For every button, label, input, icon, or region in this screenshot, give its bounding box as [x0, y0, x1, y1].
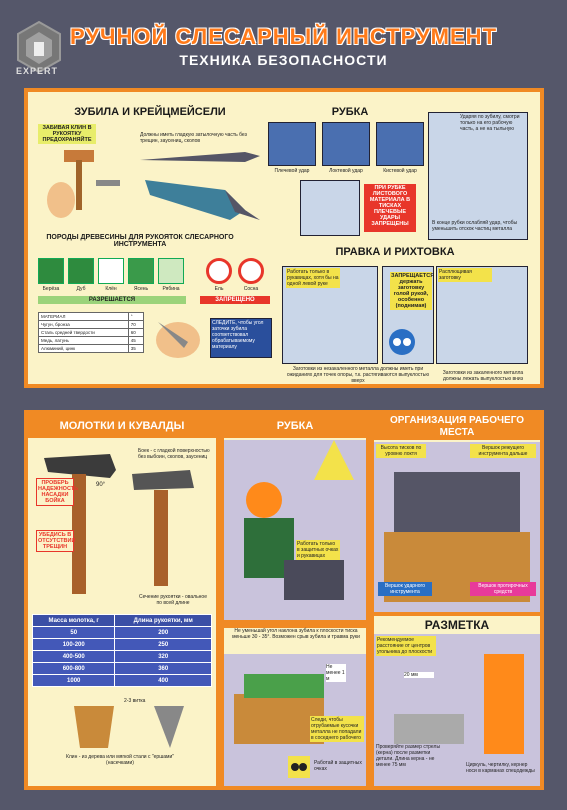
angle-note: СЛЕДИТЕ, чтобы угол заточки зубила соответствовал обрабатываемому материалу — [212, 320, 264, 350]
mass-r1-c1: 250 — [115, 639, 212, 651]
pravka-bottom-2: Заготовки из закаленного металла должны лежать выпуклостью вниз — [442, 370, 524, 382]
vise-top-note: Не уменьшай угол наклона зубила к плоскости тиска меньше 30 - 35°. Возможен срыв зубила и травма руки — [232, 628, 360, 640]
pine-prohibited-icon — [238, 258, 264, 284]
chisel-illustration-icon — [135, 140, 265, 230]
glasses-note: Работай в защитных очках — [314, 760, 362, 772]
hammer-label-cracks: УБЕДИСЬ В ОТСУТСТВИИ ТРЕЩИН — [38, 532, 76, 550]
header — [0, 0, 567, 82]
mass-r0-c1: 200 — [115, 627, 212, 639]
wood-label-spruce: Ель — [214, 286, 224, 292]
hammers-title: МОЛОТКИ И КУВАЛДЫ — [28, 414, 216, 438]
wood-label-birch: Берёза — [42, 286, 60, 292]
org-label-1: Высота тисков по уровню локтя — [376, 444, 426, 458]
org-label-2: Вершок режущего инструмента дальше — [470, 444, 536, 458]
wedge-illustration-icon — [34, 702, 210, 752]
razmetka-note-2: Проверяйте размер стрелы (керна) после разметки детали. Длина керна - не менее 75 мм — [376, 744, 441, 768]
logo-text: EXPERT — [16, 66, 59, 76]
worker-chiseling-icon — [224, 440, 366, 620]
mass-r3-c0: 600-800 — [33, 663, 115, 675]
mat-row-0-name: Чугун, бронза — [39, 321, 129, 329]
glasses-sign-icon — [288, 756, 310, 778]
mass-r4-c1: 400 — [115, 675, 212, 687]
mat-row-2-val: 45 — [128, 337, 143, 345]
sheet-blow-warning: ПРИ РУБКЕ ЛИСТОВОГО МАТЕРИАЛА В ТИСКАХ ПЛЕЧЕВЫЕ УДАРЫ ЗАПРЕЩЕНЫ — [364, 184, 416, 232]
spruce-prohibited-icon — [206, 258, 232, 284]
blow-label-shoulder: Плечевой удар — [274, 168, 310, 174]
mass-r2-c1: 320 — [115, 651, 212, 663]
angle-illustration-icon — [148, 312, 208, 362]
mat-row-2-name: Медь, латунь — [39, 337, 129, 345]
razmetka-note-3: Циркуль, чертилку, кернер носи в карманах спецодежды — [466, 762, 535, 774]
hammer-angle: 90° — [96, 482, 106, 488]
blow-wrist-image — [376, 122, 424, 166]
mass-r0-c0: 50 — [33, 627, 115, 639]
poster-title: РУЧНОЙ СЛЕСАРНЫЙ ИНСТРУМЕНТ — [69, 24, 498, 49]
blow-label-wrist: Кистевой удар — [383, 168, 417, 174]
mat-row-3-val: 35 — [128, 345, 143, 353]
mass-r4-c0: 1000 — [33, 675, 115, 687]
mat-header-material: МАТЕРИАЛ — [39, 313, 129, 321]
pravka-section-title: ПРАВКА И РИХТОВКА — [335, 246, 455, 258]
mat-row-3-name: Алюминий, цинк — [39, 345, 129, 353]
blow-elbow-image — [322, 122, 370, 166]
mass-header-0: Масса молотка, г — [33, 615, 115, 627]
organization-title: ОРГАНИЗАЦИЯ РАБОЧЕГО МЕСТА — [374, 414, 540, 440]
chisel-note: Должны иметь гладкую затылочную часть без трещин, заусениц, сколов — [140, 132, 247, 144]
maple-leaf-icon — [98, 258, 124, 284]
hammer-label-check: ПРОВЕРЬ НАДЕЖНОСТЬ НАСАДКИ БОЙКА — [38, 480, 79, 504]
mat-row-1-name: Сталь средней твердости — [39, 329, 129, 337]
pravka-note-2: ЗАПРЕЩАЕТСЯ держать заготовку голой рукой, особенно (поднимая) — [391, 273, 435, 309]
allowed-bar: РАЗРЕШАЕТСЯ — [38, 296, 186, 304]
pravka-bottom-1: Заготовки из незакаленного металла должны иметь при ожиданиях для точек опоры, т.к. растягиваются выпуклостью вверх — [286, 366, 430, 384]
hammer-note-top: Боек - с гладкой поверхностью без выбоин, сколов, заусениц — [138, 448, 210, 460]
mass-r3-c1: 360 — [115, 663, 212, 675]
oak-leaf-icon — [68, 258, 94, 284]
wood-label-ash: Ясень — [133, 286, 149, 292]
hammer-mass-table — [32, 614, 212, 687]
hammer-2-icon — [128, 462, 198, 588]
poster-subtitle: ТЕХНИКА БЕЗОПАСНОСТИ — [179, 52, 388, 68]
right-note-1: Ударяя по зубилу, смотри только на его рабочую часть, а не на тыльную — [460, 114, 520, 132]
mat-row-0-val: 70 — [128, 321, 143, 329]
birch-leaf-icon — [38, 258, 64, 284]
wood-section-title: ПОРОДЫ ДРЕВЕСИНЫ ДЛЯ РУКОЯТОК СЛЕСАРНОГО ИНСТРУМЕНТА — [46, 234, 234, 248]
chisel-wedge-warning: ЗАБИВАЯ КЛИН В РУКОЯТКУ ПРЕДОХРАНЯЙТЕ — [38, 124, 96, 144]
forbidden-bar: ЗАПРЕЩЕНО — [200, 296, 270, 304]
org-label-3: Вершок ударного инструмента — [378, 582, 432, 596]
chisel-section-title: ЗУБИЛА И КРЕЙЦМЕЙСЕЛИ — [74, 106, 226, 118]
hammer-handle-note: Сечение рукоятки - овальное по всей длине — [138, 594, 207, 606]
hammer-1-icon — [40, 448, 120, 598]
rowan-leaf-icon — [158, 258, 184, 284]
rubka-note: Работать только в защитных очках и рукавицах — [297, 541, 339, 559]
mass-r1-c0: 100-200 — [33, 639, 115, 651]
wedge-depth: 2-3 витка — [124, 698, 146, 704]
rubka-title: РУБКА — [224, 414, 366, 438]
razmetka-title: РАЗМЕТКА — [424, 618, 490, 632]
blow-label-elbow: Локтевой удар — [329, 168, 363, 174]
goggles-sign-icon — [388, 328, 416, 356]
org-label-4: Вершок протирочных средств — [470, 582, 536, 596]
mass-header-1: Длина рукоятки, мм — [115, 615, 212, 627]
ash-leaf-icon — [128, 258, 154, 284]
vise-blow-image — [300, 180, 360, 236]
mat-header-angle: ° — [128, 313, 143, 321]
rubka-section-title: РУБКА — [331, 106, 369, 118]
pravka-note-1: Работать только в рукавицах, хотя бы на одной левой руке — [287, 269, 339, 287]
razmetka-note-1: Рекомендуемое расстояние от центров угольника до плоскости — [376, 636, 436, 656]
material-angle-table — [38, 312, 144, 353]
razmetka-dist: 20 мм — [404, 672, 434, 678]
wood-label-oak: Дуб — [76, 286, 86, 292]
right-note-2: В конце рубки ослабляй удар, чтобы уменьшить отскок частиц металла — [432, 220, 518, 232]
mat-row-1-val: 60 — [128, 329, 143, 337]
vise-height-label: Не менее 1 м — [326, 664, 345, 682]
pravka-note-3: Расплющивая заготовку — [438, 268, 492, 282]
hammer-chisel-illustration-icon — [36, 140, 136, 230]
mass-r2-c0: 400-500 — [33, 651, 115, 663]
blow-shoulder-image — [268, 122, 316, 166]
wood-label-rowan: Рябина — [162, 286, 180, 292]
vise-screen-note: Следи, чтобы отрубаемые кусочки металла не попадали в соседнего рабочего — [310, 716, 364, 742]
wedge-note: Клин - из дерева или мягкой стали с "ершами" (насечками) — [65, 754, 175, 766]
wood-label-maple: Клён — [105, 286, 117, 292]
wood-label-pine: Сосна — [243, 286, 259, 292]
